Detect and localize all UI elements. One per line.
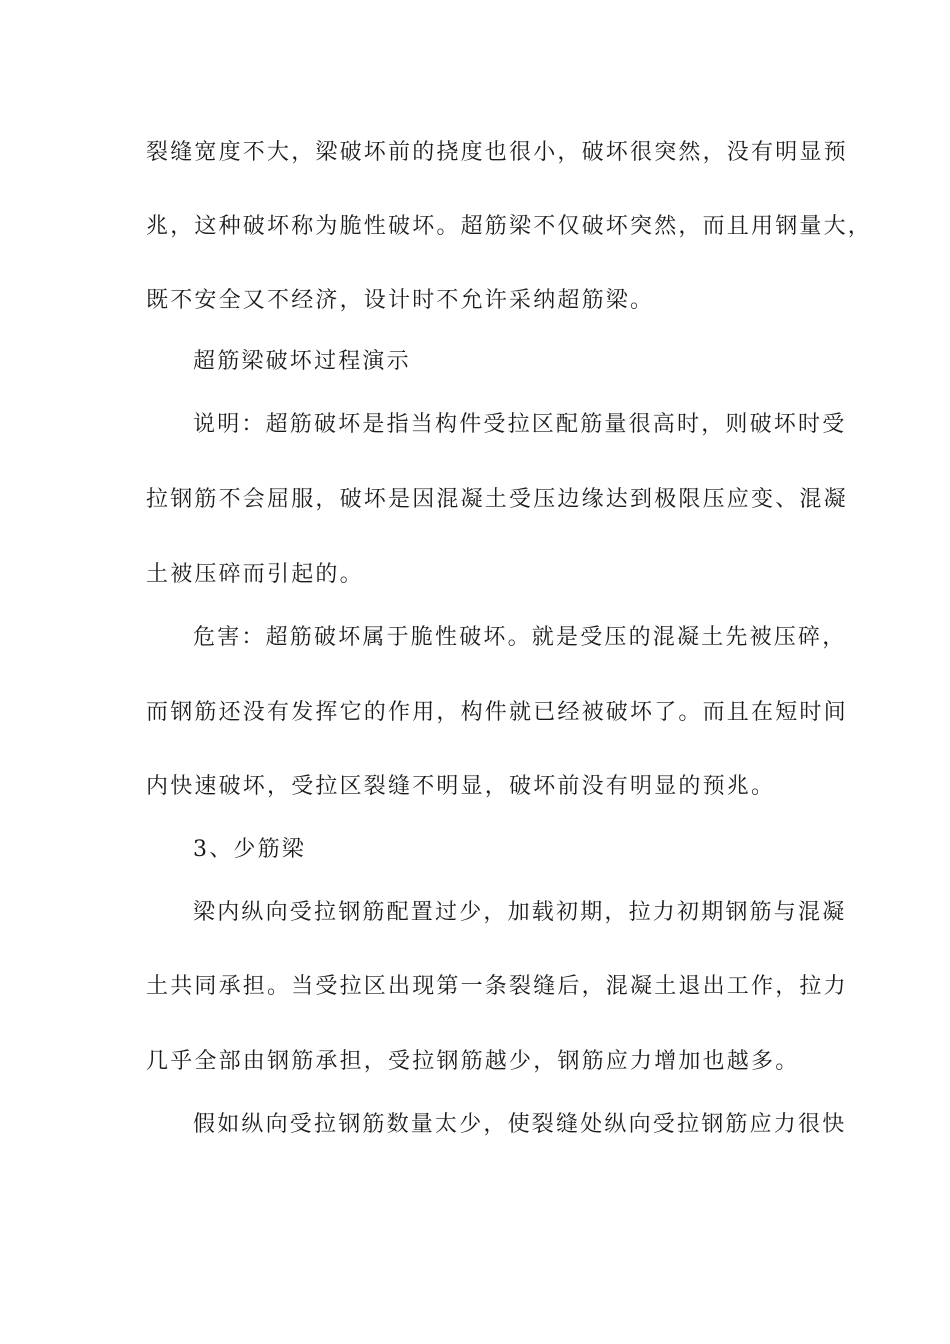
text-line-2: 兆，这种破坏称为脆性破坏。超筋梁不仅破坏突然，而且用钢量大，: [146, 214, 873, 239]
text-line-14: 几乎全部由钢筋承担，受拉钢筋越少，钢筋应力增加也越多。: [146, 1049, 800, 1074]
section-heading-demo: 超筋梁破坏过程演示: [193, 349, 411, 374]
text-line-1: 裂缝宽度不大，梁破坏前的挠度也很小，破坏很突然，没有明显预: [146, 140, 848, 165]
text-line-9: 而钢筋还没有发挥它的作用，构件就已经被破坏了。而且在短时间: [146, 700, 848, 725]
text-line-8: 危害：超筋破坏属于脆性破坏。就是受压的混凝土先被压碎，: [193, 625, 847, 650]
text-line-7: 土被压碎而引起的。: [146, 562, 364, 587]
text-line-5: 说明：超筋破坏是指当构件受拉区配筋量很高时，则破坏时受: [193, 412, 847, 437]
text-line-6: 拉钢筋不会屈服，破坏是因混凝土受压边缘达到极限压应变、混凝: [146, 487, 848, 512]
text-line-10: 内快速破坏，受拉区裂缝不明显，破坏前没有明显的预兆。: [146, 774, 776, 799]
text-line-3: 既不安全又不经济，设计时不允许采纳超筋梁。: [146, 288, 655, 313]
text-line-15: 假如纵向受拉钢筋数量太少，使裂缝处纵向受拉钢筋应力很快: [193, 1112, 847, 1137]
section-heading-under-reinforced: 3、少筋梁: [193, 837, 306, 862]
text-line-13: 土共同承担。当受拉区出现第一条裂缝后，混凝土退出工作，拉力: [146, 974, 848, 999]
text-line-12: 梁内纵向受拉钢筋配置过少，加载初期，拉力初期钢筋与混凝: [193, 900, 847, 925]
